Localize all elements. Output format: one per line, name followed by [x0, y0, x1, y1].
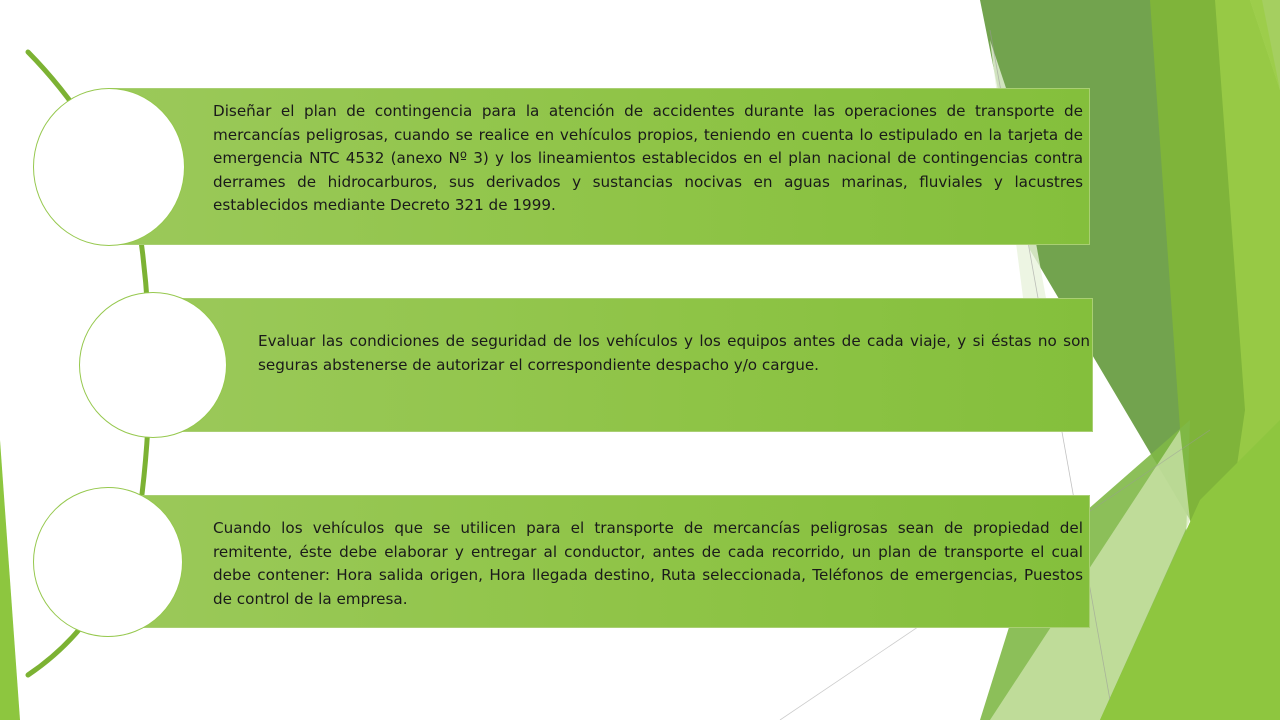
list-item-3-circle: [33, 487, 183, 637]
list-item-1-circle: [33, 88, 185, 246]
facet-left-triangle: [0, 440, 20, 720]
list-item-3-text: Cuando los vehículos que se utilicen para el transporte de mercancías peligrosas sean de propiedad del remitente, éste debe elaborar y entregar al conductor, antes de cada recorrido, un plan de transporte el cual debe contener: Hora salida origen, Hora llegada destino, Ruta seleccionada, Teléfonos de emergencias, Puestos de control de la empresa.: [213, 519, 1083, 608]
list-item-1-text: Diseñar el plan de contingencia para la atención de accidentes durante las operaciones de transporte de mercancías peligrosas, cuando se realice en vehículos propios, teniendo en cuenta lo estipulado en la tarjeta de emergencia NTC 4532 (anexo Nº 3) y los lineamientos establecidos en el plan nacional de contingencias contra derrames de hidrocarburos, sus derivados y sustancias nocivas en aguas marinas, fluviales y lacustres establecidos mediante Decreto 321 de 1999.: [213, 102, 1083, 214]
list-item-2-text: Evaluar las condiciones de seguridad de los vehículos y los equipos antes de cada viaje, y si éstas no son seguras abstenerse de autorizar el correspondiente despacho y/o cargue.: [258, 332, 1090, 374]
list-item-2-circle: [79, 292, 227, 438]
